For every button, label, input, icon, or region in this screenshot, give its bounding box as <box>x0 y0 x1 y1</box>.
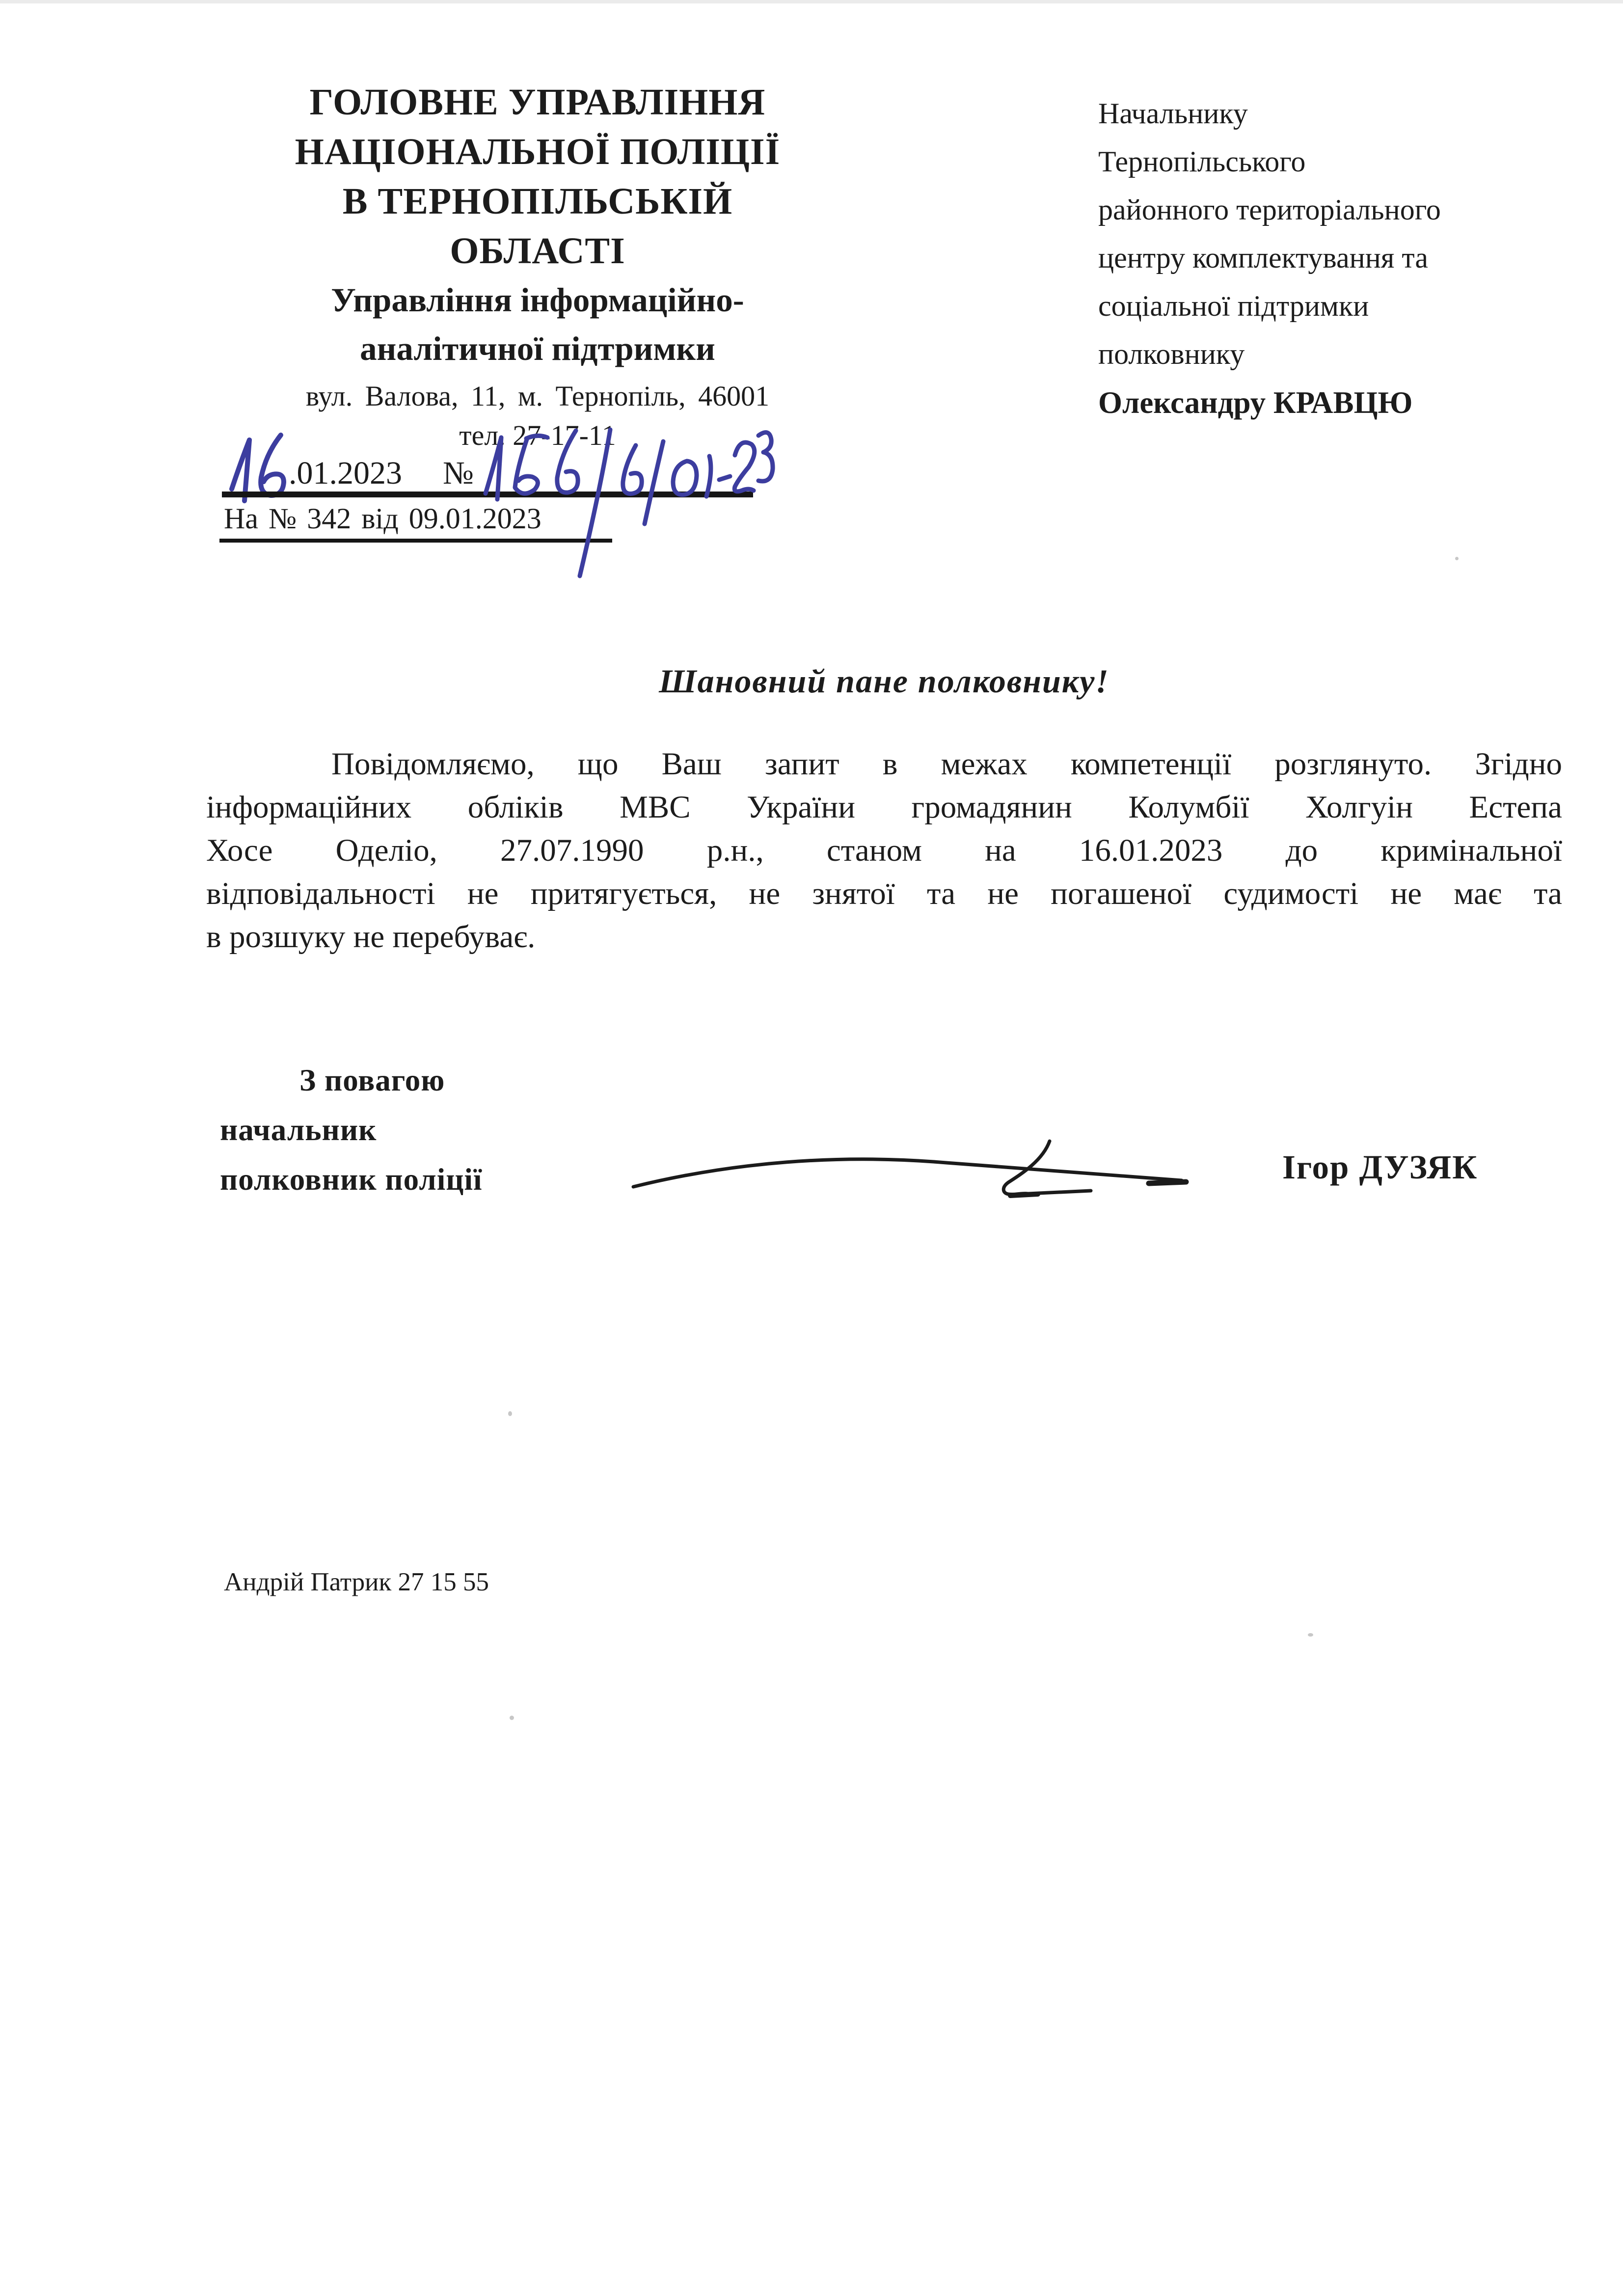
handwritten-outgoing-number-strokes <box>479 420 773 582</box>
closing-regards: З повагою <box>299 1063 445 1097</box>
scan-speck <box>508 1411 512 1416</box>
phone-line: тел. 27-17-11 <box>459 419 616 451</box>
body-line: відповідальності не притягується, не знятої та не погашеної судимості не має та <box>206 876 1562 911</box>
addressee-line: центру комплектування та <box>1098 242 1428 274</box>
department-line: аналітичної підтримки <box>360 330 715 367</box>
handwritten-date-day-strokes <box>222 431 296 510</box>
addressee-line: соціальної підтримки <box>1098 290 1369 322</box>
addressee-line: районного територіального <box>1098 193 1441 226</box>
address-line: вул. Валова, 11, м. Тернопіль, 46001 <box>305 380 770 412</box>
signature <box>628 1133 1193 1204</box>
addressee-line: полковнику <box>1098 338 1245 370</box>
salutation: Шановний пане полковнику! <box>659 662 1109 700</box>
org-name-line: В ТЕРНОПІЛЬСЬКІЙ <box>342 181 733 222</box>
org-name-line: ОБЛАСТІ <box>450 230 625 272</box>
body-line: Хосе Оделіо, 27.07.1990 р.н., станом на 16.01.2023 до кримінальної <box>206 833 1562 868</box>
signature-strokes <box>628 1133 1193 1202</box>
letterhead <box>206 78 869 454</box>
handwritten-outgoing-number <box>479 420 773 582</box>
executor-line: Андрій Патрик 27 15 55 <box>224 1568 489 1596</box>
org-name-line: ГОЛОВНЕ УПРАВЛІННЯ <box>309 82 766 123</box>
department-line: Управління інформаційно- <box>331 281 744 319</box>
addressee-block <box>1098 89 1623 427</box>
body-line: Повідомляємо, що Ваш запит в межах компетенції розглянуто. Згідно <box>331 746 1562 782</box>
number-sign: № <box>443 455 474 491</box>
body-line: інформаційних обліків МВС України громадянин Колумбії Холгуін Естепа <box>206 790 1562 825</box>
closing-position-line: полковник поліції <box>220 1162 483 1197</box>
scan-speck <box>1308 1633 1313 1637</box>
body-line: в розшуку не перебуває. <box>206 919 536 955</box>
handwritten-date-day <box>222 431 296 510</box>
scan-speck <box>510 1716 514 1720</box>
signer-name: Ігор ДУЗЯК <box>1282 1148 1478 1186</box>
addressee-name: Олександру КРАВЦЮ <box>1098 385 1413 420</box>
scan-speck <box>1455 557 1459 560</box>
org-name-line: НАЦІОНАЛЬНОЇ ПОЛІЦІЇ <box>295 131 781 172</box>
closing-position-line: начальник <box>220 1113 377 1147</box>
date-printed: .01.2023 <box>289 455 402 491</box>
body-paragraph <box>206 742 1562 958</box>
addressee-line: Начальнику <box>1098 97 1248 130</box>
reply-reference: На № 342 від 09.01.2023 <box>224 502 541 535</box>
scan-edge-artifact <box>0 0 1623 3</box>
addressee-line: Тернопільського <box>1098 145 1306 178</box>
closing-block <box>220 1056 483 1204</box>
